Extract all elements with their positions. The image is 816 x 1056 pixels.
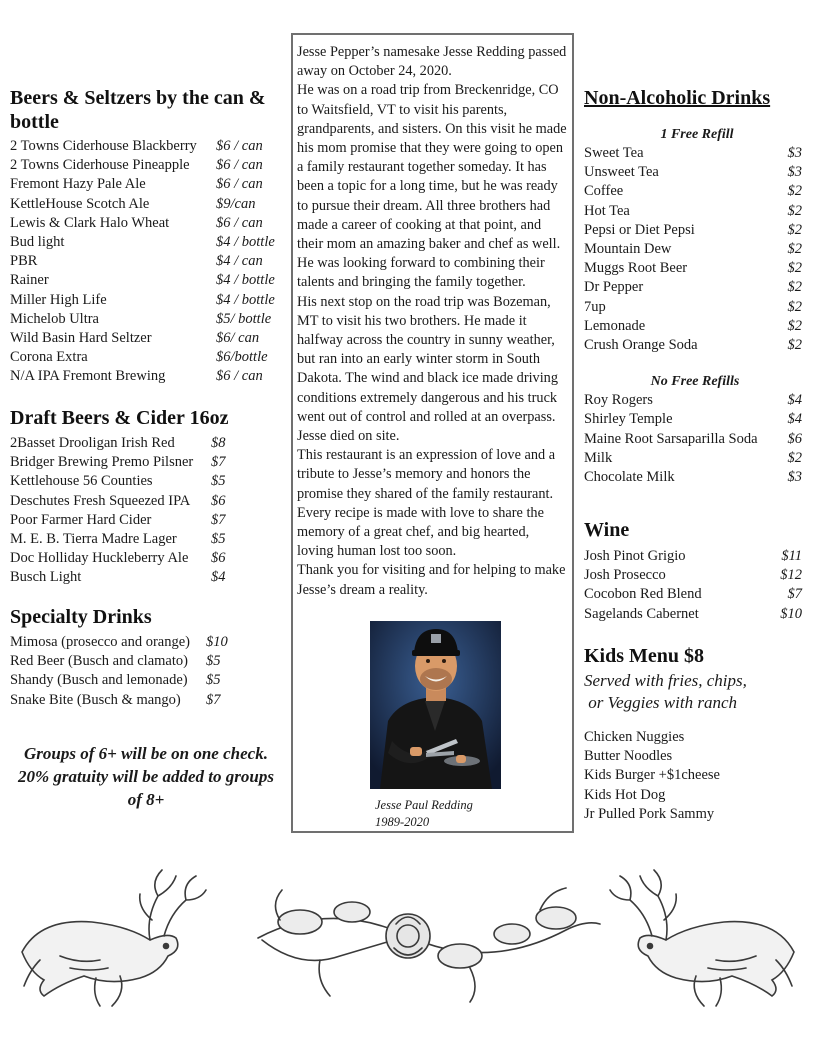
beer-item [10,175,282,194]
beer-item-name: Miller High Life [10,291,107,308]
norefill-item-name: Shirley Temple [584,411,673,428]
norefill-item [584,449,806,468]
norefill-item-name: Roy Rogers [584,392,653,409]
kids-item: Butter Noodles [584,748,673,765]
beers-list [10,137,282,387]
refill-item [584,240,806,259]
draft-item [10,453,282,472]
draft-item [10,434,282,453]
jackalope-right-illustration [610,870,794,1006]
wine-item-name: Josh Pinot Grigio [584,548,686,564]
wine-item [584,566,806,585]
beer-item-price: $4 / bottle [216,272,275,289]
kids-item: Chicken Nuggies [584,729,685,745]
refill-item [584,317,806,336]
beer-item-name: Wild Basin Hard Seltzer [10,330,152,347]
refill-item-price: $2 [787,260,802,277]
no-refill-list [584,391,806,487]
draft-item [10,530,282,549]
jackalope-left-illustration [22,870,206,1006]
specialty-item-name: Snake Bite (Busch & mango) [10,691,181,708]
refill-item-price: $3 [787,145,802,161]
refill-item-name: Crush Orange Soda [584,337,698,354]
beer-item [10,291,282,310]
beer-item-price: $9/can [216,195,256,212]
refill-item-price: $2 [787,241,802,258]
draft-item [10,472,282,491]
specialty-heading: Specialty Drinks [10,606,152,628]
draft-item-name: Bridger Brewing Premo Pilsner [10,454,194,471]
kids-desc-line: or Veggies with ranch [584,693,737,712]
beer-item-name: 2 Towns Ciderhouse Blackberry [10,138,197,154]
beer-item-price: $4 / can [216,253,263,270]
refill-item [584,298,806,317]
specialty-item-price: $5 [206,672,221,689]
beer-item-name: KettleHouse Scotch Ale [10,195,150,212]
beer-item [10,367,282,386]
caption-name: Jesse Paul Redding [375,798,473,812]
refill-item-name: Unsweet Tea [584,164,659,181]
beers-section [10,86,282,387]
refill-item-price: $2 [787,221,802,238]
refill-item-price: $3 [787,164,802,181]
wine-item-price: $10 [780,605,802,622]
draft-item-price: $4 [211,569,226,586]
story-paragraph: He was on a road trip from Breckenridge, CO to Waitsfield, VT to visit his parents, grandparents, and sisters. On this visit he made his mom promise that they were going to open a family restaurant together someday. It has been a topic for a long time, but he was ready to pursue their dream. All three brothers had made a career of cooking at that point, and their mom an amazing baker and chef as well. He was looking forward to combining their talents and bringing the family together. [297,82,567,291]
beer-item-price: $6 / can [216,368,263,385]
refill-item-price: $2 [787,298,802,315]
beer-item [10,310,282,329]
norefill-item [584,430,806,449]
refill-item-price: $2 [787,202,802,219]
story-text [297,43,568,600]
wine-item-price: $7 [787,586,802,603]
draft-item-price: $7 [211,454,226,471]
norefill-item [584,391,806,410]
specialty-section [10,605,282,710]
draft-list [10,434,282,588]
portrait-caption [375,797,473,831]
beer-item-price: $6 / can [216,214,263,231]
specialty-item [10,633,282,652]
caption-years: 1989-2020 [375,815,430,829]
draft-item-name: Poor Farmer Hard Cider [10,511,152,528]
beers-heading: Beers & Seltzers by the can & bottle [10,87,266,133]
beer-item [10,271,282,290]
refill-item-price: $2 [787,279,802,296]
norefill-item-price: $4 [787,411,802,428]
draft-item-name: Busch Light [10,569,82,586]
story-paragraph: Thank you for visiting and for helping to make Jesse’s dream a reality. [297,562,566,598]
refill-item [584,182,806,201]
beer-item-name: Bud light [10,234,65,251]
specialty-item-name: Mimosa (prosecco and orange) [10,634,190,650]
draft-item-name: Doc Holliday Huckleberry Ale [10,550,189,567]
specialty-item-name: Red Beer (Busch and clamato) [10,653,188,670]
refill-item-price: $2 [787,337,802,354]
beer-item-name: PBR [10,253,38,270]
no-refill-subheading: No Free Refills [650,374,740,390]
refill-item-name: Mountain Dew [584,241,672,258]
refill-item-price: $2 [787,183,802,200]
draft-item [10,492,282,511]
specialty-item [10,671,282,690]
beer-item-name: Rainer [10,272,49,289]
story-paragraph: This restaurant is an expression of love and a tribute to Jesse’s memory and honors the promise they shared of the family restaurant. Every recipe is made with love to share the memory of a great chef, and big hearted, loving human lost too soon. [297,447,556,560]
beer-item [10,214,282,233]
wine-item [584,547,806,566]
specialty-item-name: Shandy (Busch and lemonade) [10,672,188,689]
beer-item-price: $5/ bottle [216,310,272,327]
beer-item-name: Lewis & Clark Halo Wheat [10,214,170,231]
refill-item-name: Pepsi or Diet Pepsi [584,221,695,238]
refill-item [584,259,806,278]
draft-item [10,568,282,587]
beer-item-price: $4 / bottle [216,234,275,251]
beer-item [10,329,282,348]
refill-item [584,202,806,221]
specialty-item [10,652,282,671]
norefill-item-price: $4 [787,392,802,409]
jesse-portrait-image [370,621,501,789]
draft-item-name: Deschutes Fresh Squeezed IPA [10,492,191,509]
specialty-list [10,633,282,710]
free-refill-list [584,144,806,355]
kids-menu-description [584,670,806,714]
wine-item [584,605,806,624]
kids-item: Jr Pulled Pork Sammy [584,805,715,822]
beer-item-name: Michelob Ultra [10,310,99,327]
refill-item-name: Coffee [584,183,624,200]
norefill-item-name: Maine Root Sarsaparilla Soda [584,430,758,447]
specialty-item-price: $10 [206,634,228,650]
wine-item-name: Josh Prosecco [584,567,666,584]
refill-item-name: Lemonade [584,317,646,334]
refill-item-name: Dr Pepper [584,279,644,296]
kids-item: Kids Hot Dog [584,786,666,803]
norefill-item-name: Milk [584,449,613,466]
draft-item-name: 2Basset Drooligan Irish Red [10,435,175,451]
draft-item-name: Kettlehouse 56 Counties [10,473,153,490]
floral-garland-illustration [258,888,600,1002]
refill-item [584,278,806,297]
beer-item-price: $6 / can [216,138,263,154]
beer-item [10,233,282,252]
beer-item-name: N/A IPA Fremont Brewing [10,368,166,385]
footer-illustration [0,860,816,1010]
wine-item [584,585,806,604]
specialty-item [10,691,282,710]
story-paragraph: Jesse Pepper’s namesake Jesse Redding passed away on October 24, 2020. [297,44,567,80]
beer-item-name: 2 Towns Ciderhouse Pineapple [10,157,190,174]
beer-item-price: $6/ can [216,330,260,347]
refill-item [584,163,806,182]
free-refill-subheading: 1 Free Refill [660,127,734,142]
beer-item [10,252,282,271]
norefill-item [584,410,806,429]
norefill-item-price: $6 [787,430,802,447]
kids-item: Kids Burger +$1cheese [584,767,720,784]
norefill-item-price: $2 [787,449,802,466]
refill-item-name: Muggs Root Beer [584,260,688,277]
draft-item [10,511,282,530]
wine-item-price: $12 [780,567,802,584]
wine-heading: Wine [584,519,630,541]
specialty-item-price: $5 [206,653,221,670]
kids-menu-heading: Kids Menu $8 [584,645,705,667]
draft-item [10,549,282,568]
kids-desc-line: Served with fries, chips, [584,671,747,690]
draft-section [10,406,282,588]
draft-item-price: $5 [211,531,226,548]
draft-item-price: $8 [211,435,226,451]
group-policy-note: Groups of 6+ will be on one check. 20% gratuity will be added to groups of 8+ [18,744,274,809]
draft-heading: Draft Beers & Cider 16oz [10,407,229,429]
beer-item [10,195,282,214]
norefill-item [584,468,806,487]
memorial-story-box [291,33,574,833]
beer-item [10,348,282,367]
refill-item-price: $2 [787,317,802,334]
story-paragraph: His next stop on the road trip was Bozeman, MT to visit his two brothers. He made it halfway across the country in sunny weather, but ran into an early winter storm in South Dakota. The wind and black ice made driving conditions extremely dangerous and his truck went out of control and rolled at an overpass. Jesse died on site. [297,293,558,445]
norefill-item-price: $3 [787,469,802,486]
beer-item-price: $4 / bottle [216,291,275,308]
non-alcoholic-heading: Non-Alcoholic Drinks [584,87,771,109]
refill-item [584,144,806,163]
beer-item-name: Fremont Hazy Pale Ale [10,176,146,193]
refill-item [584,221,806,240]
refill-item-name: 7up [584,298,606,315]
beer-item [10,137,282,156]
specialty-item-price: $7 [206,691,221,708]
wine-list [584,547,806,624]
non-alcoholic-section [584,86,806,487]
beer-item [10,156,282,175]
draft-item-price: $5 [211,473,226,490]
wine-section [584,518,806,624]
draft-item-price: $6 [211,492,226,509]
beer-item-price: $6 / can [216,157,263,174]
kids-menu-list [584,728,806,824]
kids-menu-section [584,644,806,824]
wine-item-price: $11 [781,548,802,564]
draft-item-price: $7 [211,511,226,528]
wine-item-name: Sagelands Cabernet [584,605,699,622]
beer-item-price: $6 / can [216,176,263,193]
wine-item-name: Cocobon Red Blend [584,586,702,603]
beer-item-name: Corona Extra [10,349,88,366]
refill-item-name: Hot Tea [584,202,630,219]
refill-item-name: Sweet Tea [584,145,644,161]
draft-item-name: M. E. B. Tierra Madre Lager [10,531,177,548]
draft-item-price: $6 [211,550,226,567]
refill-item [584,336,806,355]
beer-item-price: $6/bottle [216,349,268,366]
norefill-item-name: Chocolate Milk [584,469,675,486]
